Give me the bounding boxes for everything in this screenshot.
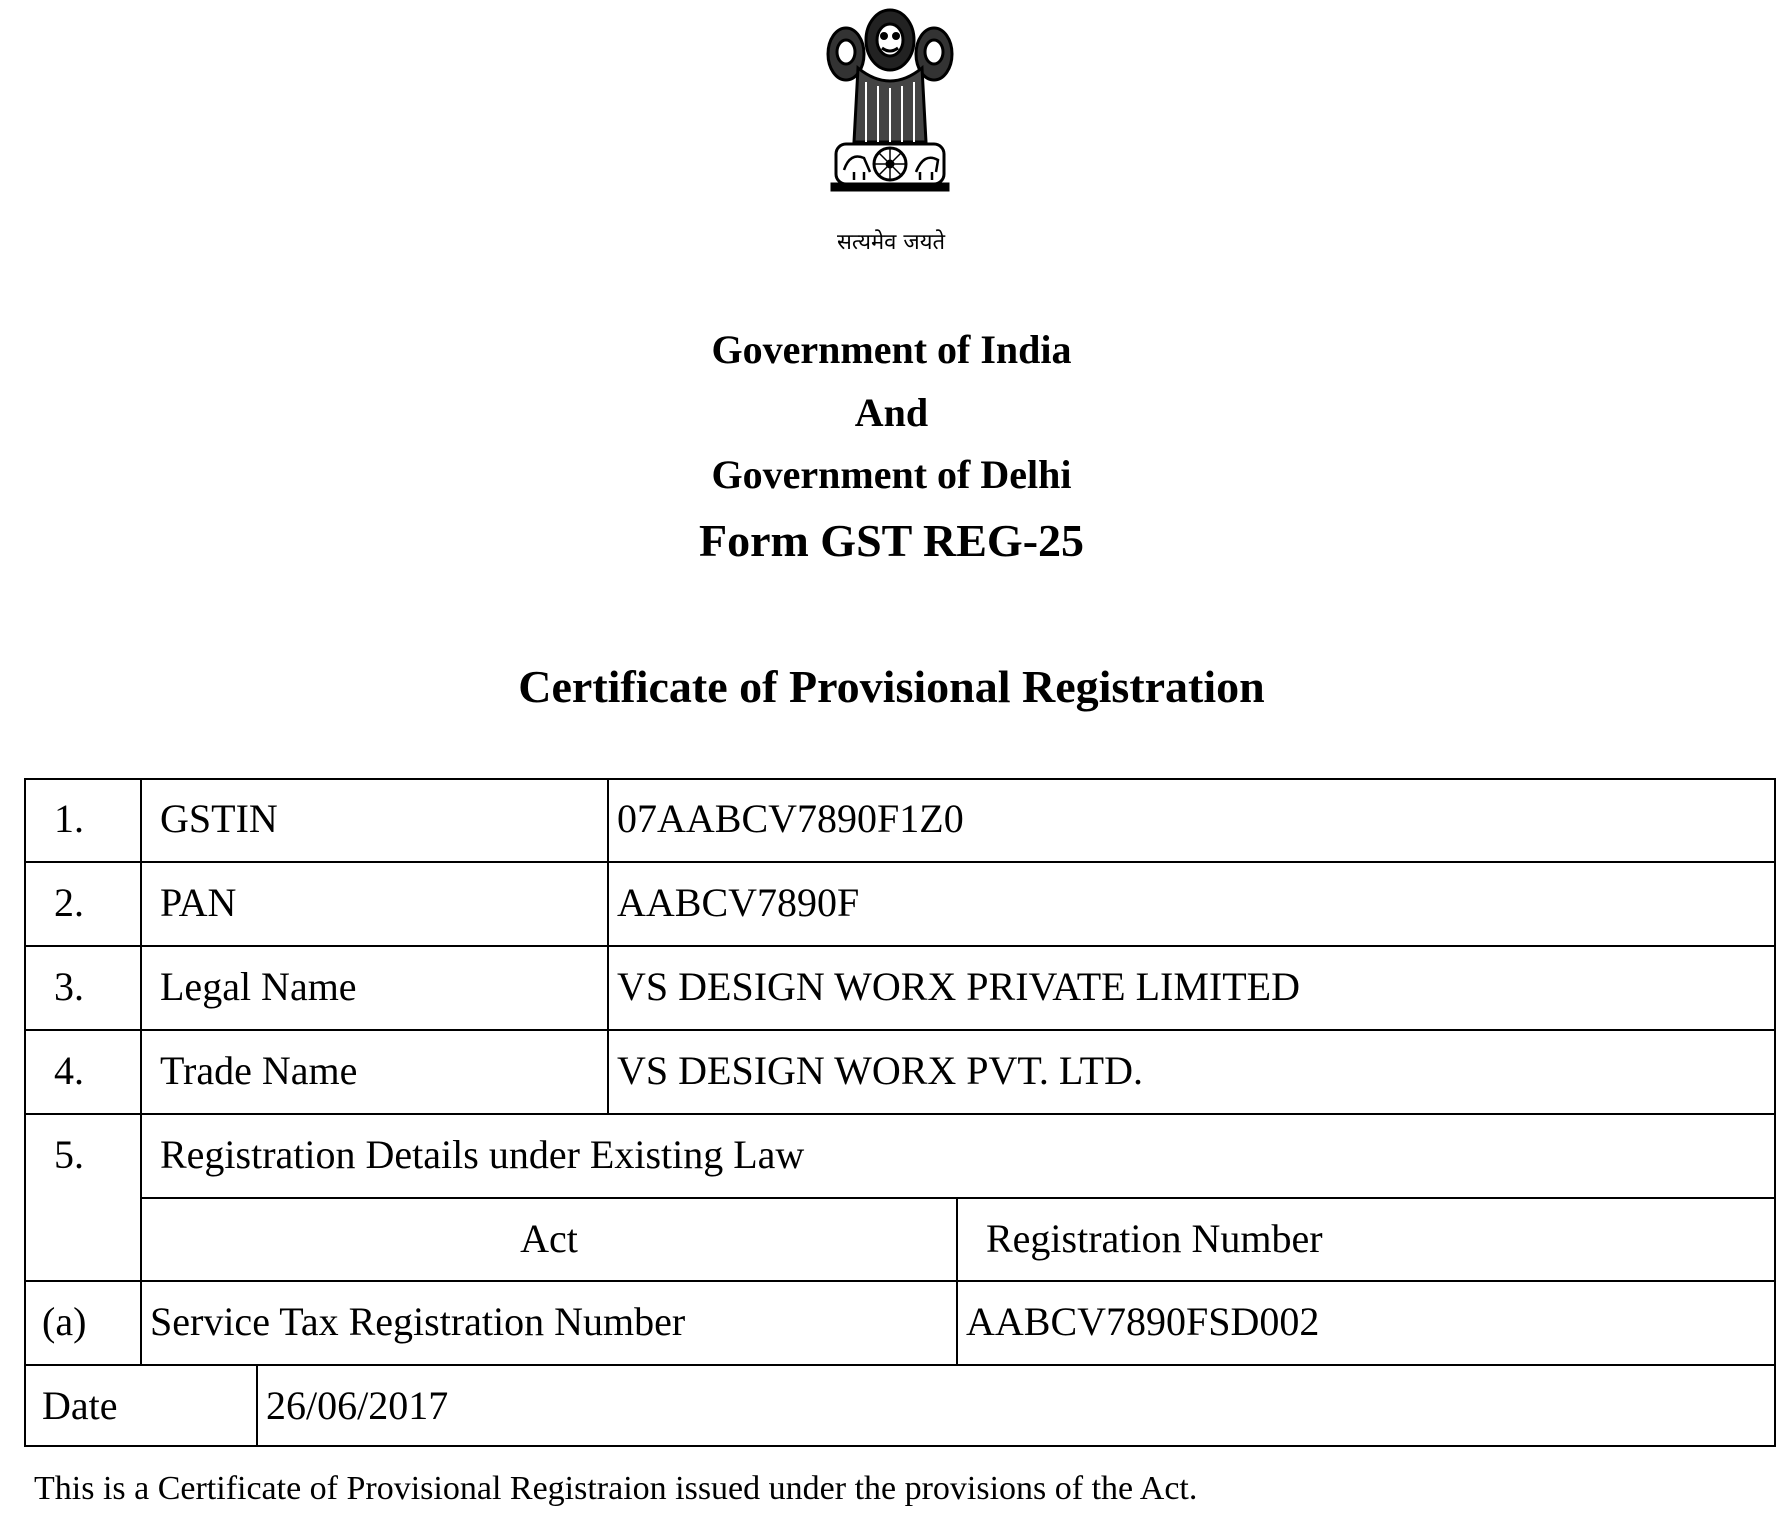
registration-table <box>24 778 1776 1447</box>
header-line-2: And <box>854 390 929 435</box>
sub-row-number: (a) <box>42 1299 87 1344</box>
header-line-1: Government of India <box>711 327 1072 372</box>
national-motto: सत्यमेव जयते <box>836 230 946 255</box>
certificate-footer-note: This is a Certificate of Provisional Registraion issued under the provisions of the Act. <box>34 1470 1198 1507</box>
registration-details-label: Registration Details under Existing Law <box>160 1132 805 1177</box>
trade-name-value: VS DESIGN WORX PVT. LTD. <box>617 1048 1143 1093</box>
service-tax-act-label: Service Tax Registration Number <box>150 1299 686 1344</box>
legal-name-label: Legal Name <box>160 964 357 1009</box>
row-number: 4. <box>54 1048 84 1093</box>
legal-name-value: VS DESIGN WORX PRIVATE LIMITED <box>617 964 1300 1009</box>
form-title: Form GST REG-25 <box>698 515 1085 566</box>
pan-value: AABCV7890F <box>617 880 860 925</box>
row-number: 2. <box>54 880 84 925</box>
gstin-label: GSTIN <box>160 796 278 841</box>
pan-label: PAN <box>160 880 237 925</box>
ashoka-lion-capital-emblem-icon <box>820 2 960 217</box>
row-number: 1. <box>54 796 84 841</box>
row-number: 3. <box>54 964 84 1009</box>
trade-name-label: Trade Name <box>160 1048 358 1093</box>
date-value: 26/06/2017 <box>266 1383 449 1428</box>
registration-number-column-header: Registration Number <box>986 1216 1323 1261</box>
certificate-title: Certificate of Provisional Registration <box>518 661 1265 712</box>
header-line-3: Government of Delhi <box>711 452 1072 497</box>
act-column-header: Act <box>520 1216 578 1261</box>
gstin-value: 07AABCV7890F1Z0 <box>617 796 964 841</box>
service-tax-registration-number: AABCV7890FSD002 <box>966 1299 1320 1344</box>
row-number: 5. <box>54 1132 84 1177</box>
date-label: Date <box>42 1383 118 1428</box>
